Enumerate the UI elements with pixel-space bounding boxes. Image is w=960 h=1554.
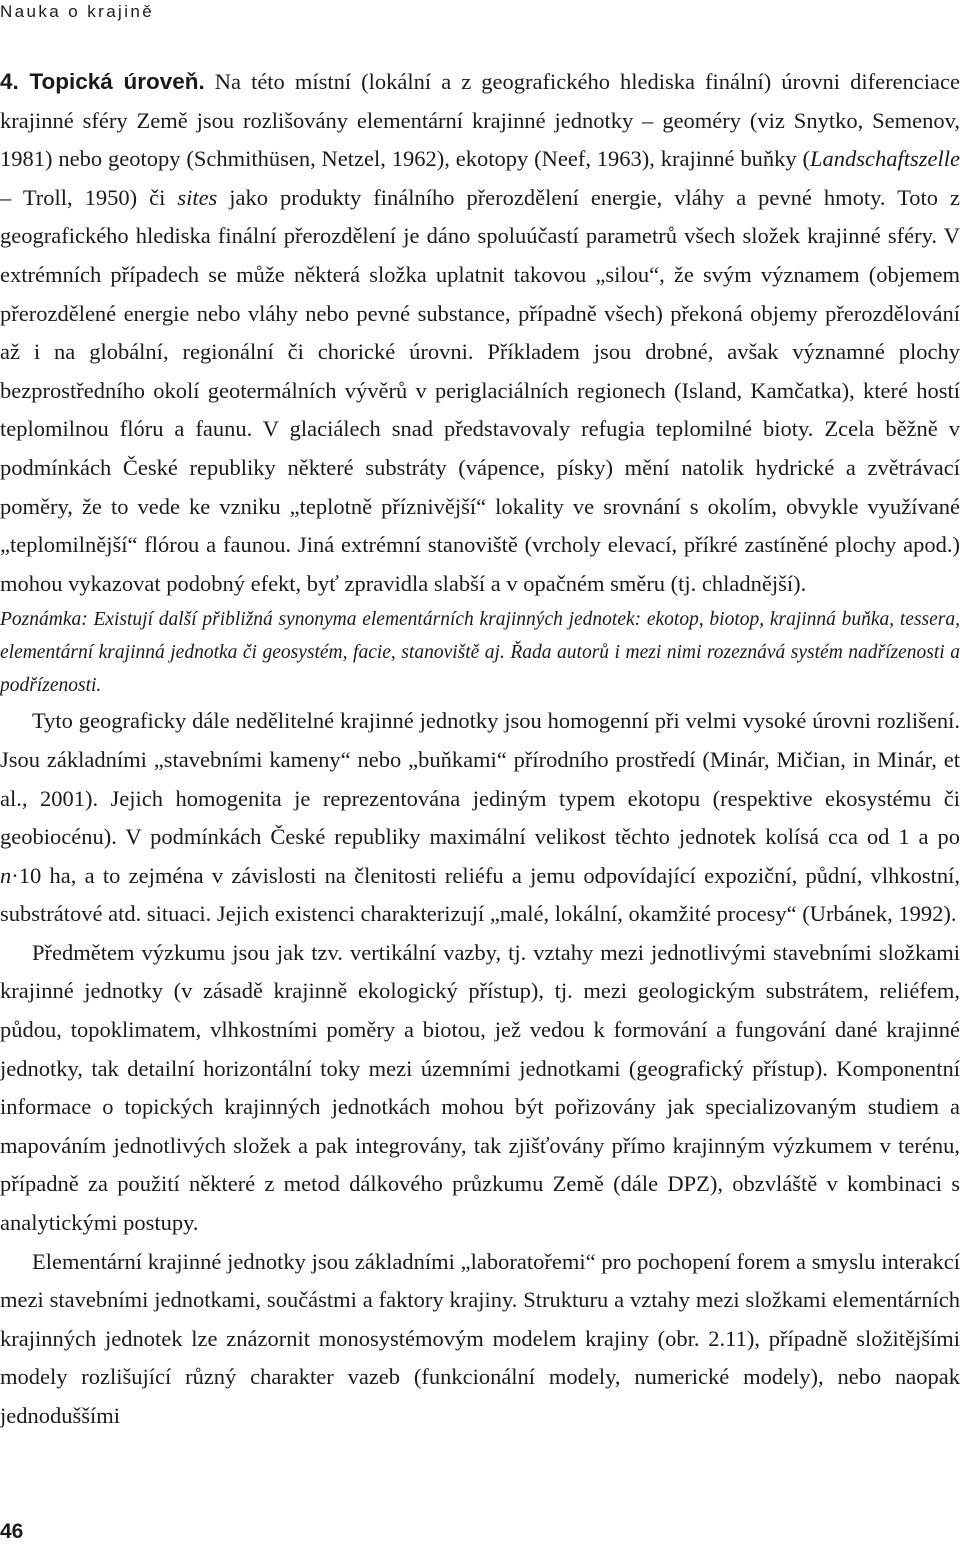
math-variable-n: n <box>0 862 12 888</box>
running-header: Nauka o krajině <box>0 2 155 21</box>
note-paragraph: Poznámka: Existují další přibližná synonyma elementárních krajinných jednotek: ekotop, biotop, krajinná buňka, tessera, elementární krajinná jednotka či geosystém, facie, stanoviště aj. Řada autorů i mezi nimi rozeznává systém nadřízenosti a podřízenosti. <box>0 609 960 697</box>
paragraph-text: – Troll, 1950) či <box>0 184 178 210</box>
term-sites: sites <box>177 184 218 210</box>
section-heading: 4. Topická úroveň. <box>0 69 205 94</box>
page-number: 46 <box>0 1520 24 1543</box>
term-landschaftszelle: Landschaftszelle <box>810 146 960 172</box>
paragraph-text: Tyto geograficky dále nedělitelné krajinné jednotky jsou homogenní při velmi vysoké úrovni rozlišení. Jsou základními „stavebními kameny“ nebo „buňkami“ přírodního prostředí (Minár, Mičian, in Minár, et al., 2001). Jejich homogenita je reprezentována jediným typem ekotopu (respektive ekosystému či geobiocénu). V podmínkách České republiky maximální velikost těchto jednotek kolísá cca od 1 a po <box>0 708 960 850</box>
paragraph-text: jako produkty finálního přerozdělení energie, vláhy a pevné hmoty. Toto z geografického hlediska finální přerozdělení je dáno spoluúčastí parametrů všech složek krajinné sféry. V extrémních případech se může některá složka uplatnit takovou „silou“, že svým významem (objemem přerozdělené energie nebo vláhy nebo pevné substance, případně všech) překoná objemy přerozdělování až i na globální, regionální či chorické úrovni. Příkladem jsou drobné, avšak významné plochy bezprostředního okolí geotermálních vývěrů v periglaciálních regionech (Island, Kamčatka), které hostí teplomilnou flóru a faunu. V glaciálech snad představovaly refugia teplomilné bioty. Zcela běžně v podmínkách České republiky některé substráty (vápence, písky) mění natolik hydrické a zvětrávací poměry, že to vede ke vzniku „teplotně příznivější“ lokality ve srovnání s okolím, obvykle využívané „teplomilnější“ flórou a faunou. Jiná extrémní stanoviště (vrcholy elevací, příkré zastíněné plochy apod.) mohou vykazovat podobný efekt, byť zpravidla slabší a v opačném směru (tj. chladnější). <box>0 184 960 596</box>
paragraph-text: ·10 ha, a to zejména v závislosti na členitosti reliéfu a jemu odpovídající expoziční, půdní, vlhkostní, substrátové atd. situaci. Jejich existenci charakterizují „malé, lokální, okamžité procesy“ (Urbánek, 1992). <box>0 862 960 927</box>
paragraph-research-subject: Předmětem výzkumu jsou jak tzv. vertikální vazby, tj. vztahy mezi jednotlivými stavebními složkami krajinné jednotky (v zásadě krajinně ekologický přístup), tj. mezi geologickým substrátem, reliéfem, půdou, topoklimatem, vlhkostními poměry a biotou, jež vedou k formování a fungování dané krajinné jednotky, tak detailní horizontální toky mezi územními jednotkami (geografický přístup). Komponentní informace o topických krajinných jednotkách mohou být pořizovány jak specializovaným studiem a mapováním jednotlivých složek a pak integrovány, tak zjišťovány přímo krajinným výzkumem v terénu, případně za použití některé z metod dálkového průzkumu Země (dále DPZ), obzvláště v kombinaci s analytickými postupy. <box>0 939 960 1236</box>
paragraph-homogeneity <box>0 702 960 934</box>
page-body <box>0 63 960 1436</box>
paragraph-elementary-units: Elementární krajinné jednotky jsou základními „laboratořemi“ pro pochopení forem a smyslu interakcí mezi stavebními jednotkami, součástmi a faktory krajiny. Strukturu a vztahy mezi složkami elementárních krajinných jednotek lze znázornit monosystémovým modelem krajiny (obr. 2.11), případně složitějšími modely rozlišující různý charakter vazeb (funkcionální modely, numerické modely), nebo naopak jednoduššími <box>0 1248 960 1428</box>
paragraph-topic-level <box>0 63 960 603</box>
paragraph-text: Na této místní (lokální a z geografického hlediska finální) úrovni diferenciace krajinné sféry Země jsou rozlišovány elementární krajinné jednotky – geoméry (viz Snytko, Semenov, 1981) nebo geotopy (Schmithüsen, Netzel, 1962), ekotopy (Neef, 1963), krajinné buňky ( <box>0 69 960 172</box>
